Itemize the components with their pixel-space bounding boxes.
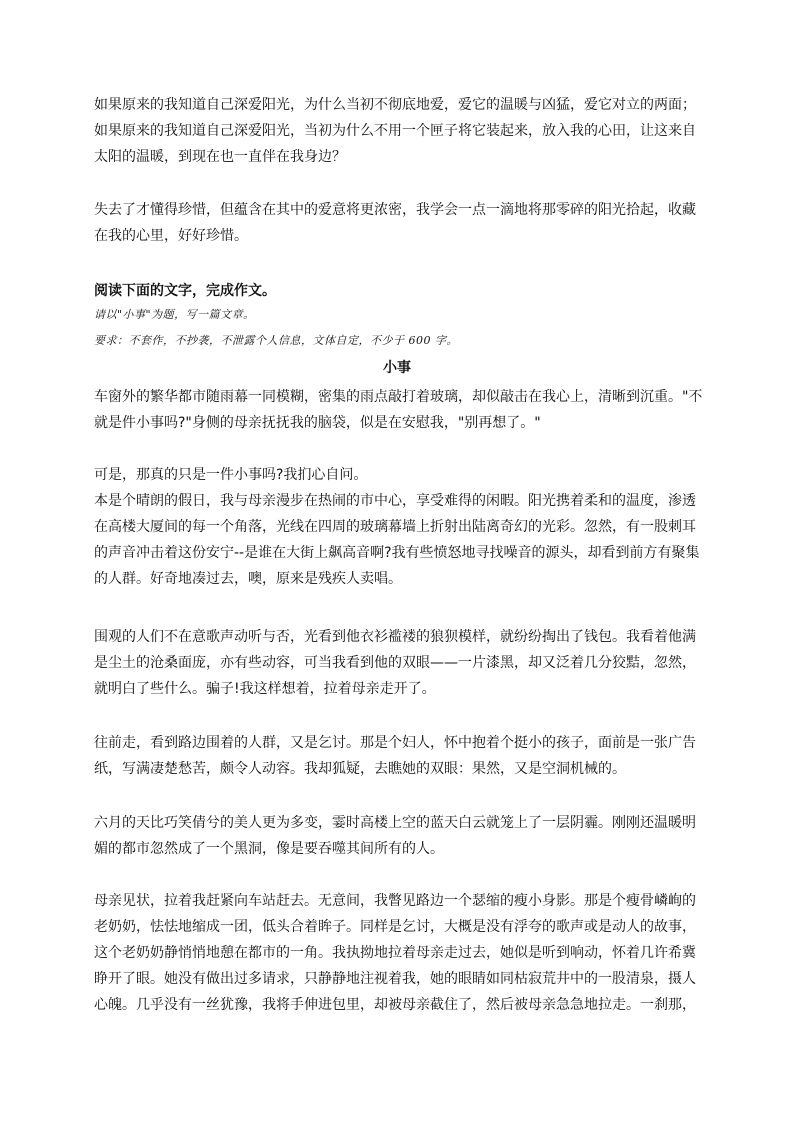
paragraph-3 (94, 384, 706, 436)
text-line: 这个老奶奶静悄悄地憩在都市的一角。我执拗地拉着母亲走过去，她似是听到响动，怀着几许希冀 (94, 945, 696, 961)
text-line: 六月的天比巧笑倩兮的美人更为多变，霎时高楼上空的蓝天白云就笼上了一层阴霾。刚刚还温暖明 (94, 815, 696, 831)
text-line: 纸，写满凄楚愁苦，颇令人动容。我却狐疑，去瞧她的双眼：果然，又是空洞机械的。 (94, 761, 626, 777)
paragraph-8 (94, 888, 706, 1018)
text-line: 本是个晴朗的假日，我与母亲漫步在热闹的市中心，享受难得的闲暇。阳光携着柔和的温度，渗透 (94, 493, 696, 509)
paragraph-7 (94, 810, 706, 862)
prompt-instruction: 请以"小事"为题，写一篇文章。 (94, 308, 255, 321)
text-line: 媚的都市忽然成了一个黑洞，像是要吞噬其间所有的人。 (94, 841, 444, 857)
paragraph-4 (94, 462, 706, 592)
text-line: 车窗外的繁华都市随雨幕一同模糊，密集的雨点敲打着玻璃，却似敲击在我心上，清晰到沉重。"不 (94, 389, 703, 405)
text-line: 是尘土的沧桑面庞，亦有些动容，可当我看到他的双眼——一片漆黑，却又泛着几分狡黠，忽然， (94, 655, 696, 671)
text-line: 就明白了些什么。骗子!我这样想着，拉着母亲走开了。 (94, 681, 436, 697)
paragraph-5 (94, 624, 706, 702)
prompt-requirements: 要求：不套作，不抄袭，不泄露个人信息，文体自定，不少于 600 字。 (94, 334, 458, 347)
text-line: 如果原来的我知道自己深爱阳光，为什么当初不彻底地爱，爱它的温暖与凶猛，爱它对立的两面； (94, 97, 696, 113)
prompt-heading: 阅读下面的文字，完成作文。 (94, 283, 276, 299)
text-line: 如果原来的我知道自己深爱阳光，当初为什么不用一个匣子将它装起来，放入我的心田，让这来自 (94, 123, 696, 139)
paragraph-6 (94, 730, 706, 782)
text-line: 老奶奶，怯怯地缩成一团，低头合着眸子。同样是乞讨，大概是没有浮夸的歌声或是动人的故事， (94, 919, 696, 935)
text-line: 母亲见状，拉着我赶紧向车站赶去。无意间，我瞥见路边一个瑟缩的瘦小身影。那是个瘦骨嶙峋的 (94, 893, 696, 909)
text-line: 太阳的温暖，到现在也一直伴在我身边？ (94, 149, 346, 165)
text-line: 就是件小事吗?"身侧的母亲抚抚我的脑袋，似是在安慰我，"别再想了。" (94, 415, 541, 431)
text-line: 失去了才懂得珍惜，但蕴含在其中的爱意将更浓密，我学会一点一滴地将那零碎的阳光拾起，收藏 (94, 202, 696, 218)
text-line: 在高楼大厦间的每一个角落，光线在四周的玻璃幕墙上折射出陆离奇幻的光彩。忽然，有一股刺耳 (94, 519, 696, 535)
paragraph-1 (94, 92, 706, 170)
text-line: 围观的人们不在意歌声动听与否，光看到他衣衫褴褛的狼狈模样，就纷纷掏出了钱包。我看着他满 (94, 629, 696, 645)
text-line: 心魄。几乎没有一丝犹豫，我将手伸进包里，却被母亲截住了，然后被母亲急急地拉走。一刹那， (94, 997, 696, 1013)
text-line: 的人群。好奇地凑过去，噢，原来是残疾人卖唱。 (94, 571, 402, 587)
text-line: 可是，那真的只是一件小事吗?我扪心自问。 (94, 467, 368, 483)
essay-title: 小事 (383, 360, 411, 376)
text-line: 睁开了眼。她没有做出过多请求，只静静地注视着我，她的眼睛如同枯寂荒井中的一股清泉，摄人 (94, 971, 696, 987)
text-line: 在我的心里，好好珍惜。 (94, 228, 248, 244)
paragraph-2 (94, 197, 706, 249)
text-line: 的声音冲击着这份安宁--是谁在大街上飙高音啊?我有些愤怒地寻找噪音的源头，却看到前方有聚集 (94, 545, 700, 561)
text-line: 往前走，看到路边围着的人群，又是乞讨。那是个妇人，怀中抱着个挺小的孩子，面前是一张广告 (94, 735, 696, 751)
